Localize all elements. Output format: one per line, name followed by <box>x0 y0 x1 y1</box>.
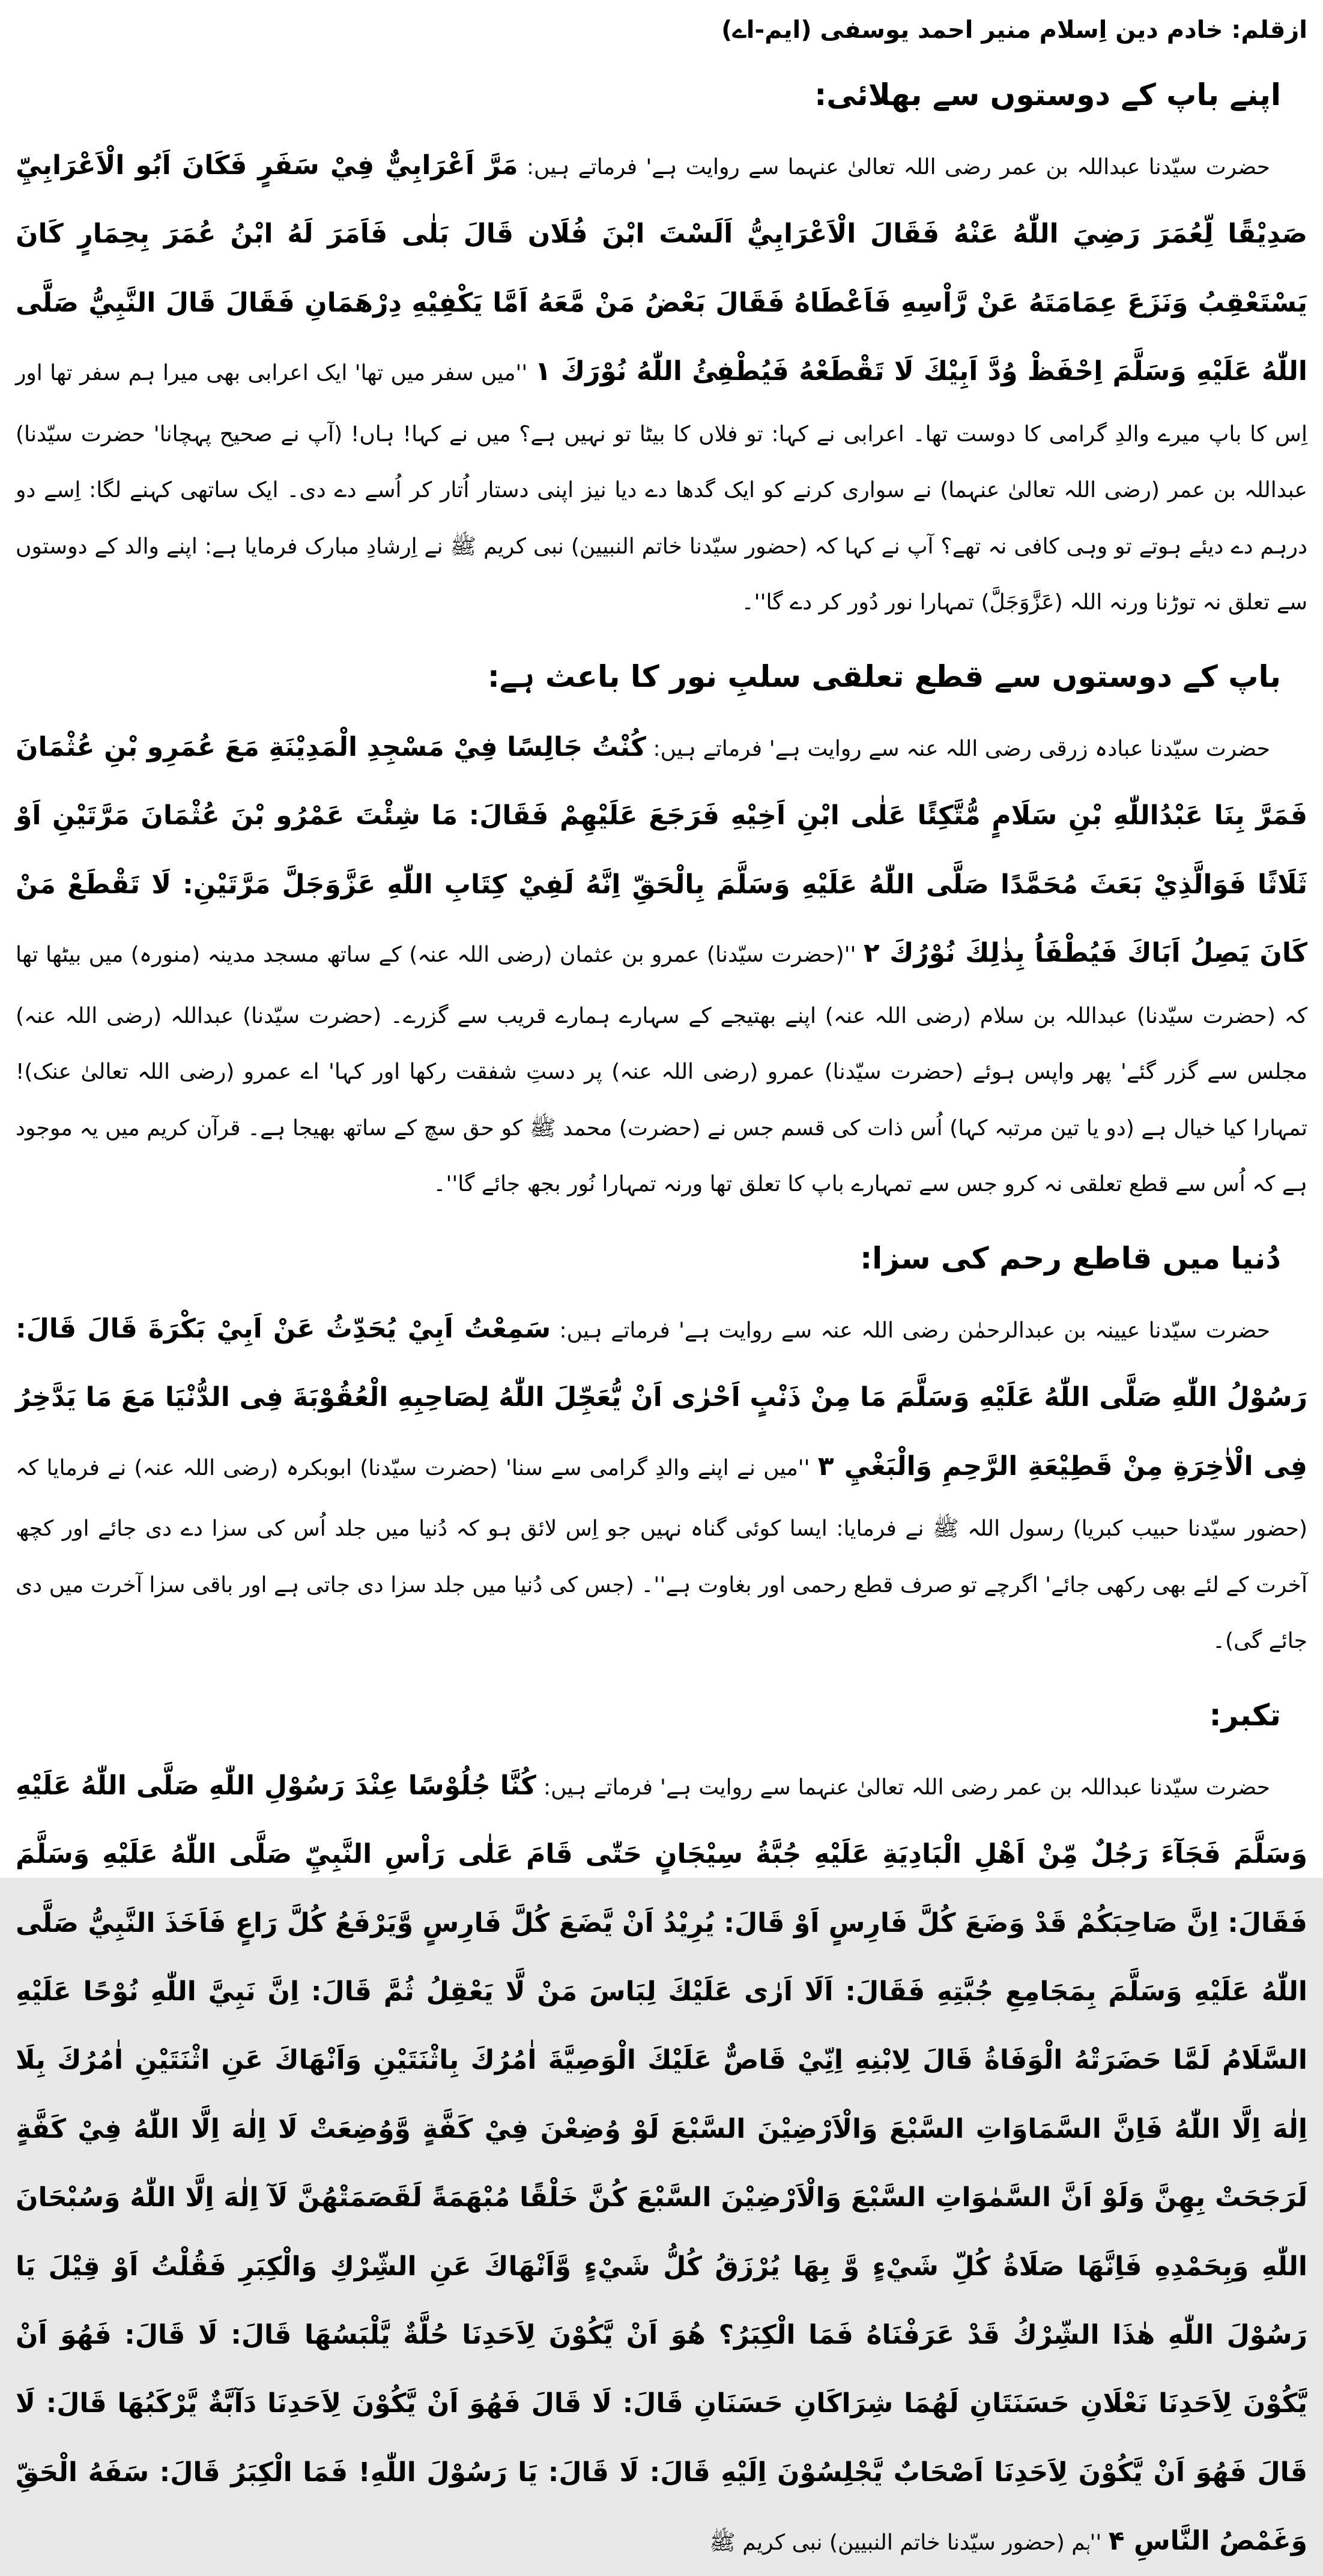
hadith-urdu-translation: ''(حضرت سیّدنا) عمرو بن عثمان (رضی اللہ عنہ) کے ساتھ مسجد مدینہ (منورہ) میں بیٹھا تھا کہ (حضرت سیّدنا) عبداللہ بن سلام (رضی اللہ عنہ) اپنے بھتیجے کے سہارے ہمارے قریب سے گزرے۔ (حضرت سیّدنا) عبداللہ (رضی اللہ عنہ) مجلس سے گزر گئے' پھر واپس ہوئے (حضرت سیّدنا) عمرو (رضی اللہ عنہ) پر دستِ شفقت رکھا اور کہا' اے عمرو (رضی اللہ تعالیٰ عنک)! تمہارا کیا خیال ہے (دو یا تین مرتبہ کہا) اُس ذات کی قسم جس نے (حضرت) محمد ﷺ کو حق سچ کے ساتھ بھیجا ہے۔ قرآن کریم میں یہ موجود ہے کہ اُس سے قطع تعلقی نہ کرو جس سے تمہارے باپ کا تعلق تھا ورنہ تمہارا نُور بجھ جائے گا''۔ <box>16 943 1307 1197</box>
narration-intro: حضرت سیّدنا عبداللہ بن عمر رضی اللہ تعالیٰ عنہما سے روایت ہے' فرماتے ہیں: <box>543 1775 1270 1800</box>
section-heading-kindness-to-fathers-friends: اپنے باپ کے دوستوں سے بھلائی: <box>814 77 1281 112</box>
hadith-urdu-translation-partial: ''ہم (حضور سیّدنا خاتم النبیین) نبی کریم ﷺ <box>709 2530 1102 2556</box>
narration-intro: حضرت سیّدنا عبداللہ بن عمر رضی اللہ تعالیٰ عنہما سے روایت ہے' فرماتے ہیں: <box>526 155 1270 179</box>
section-paragraph <box>16 713 1307 1213</box>
narration-intro: حضرت سیّدنا عیینہ بن عبدالرحمٰن رضی اللہ عنہ سے روایت ہے' فرماتے ہیں: <box>559 1318 1271 1343</box>
section-paragraph <box>16 1752 1307 2576</box>
hadith-arabic-text: كُنَّا جُلُوْسًا عِنْدَ رَسُوْلِ اللّٰهِ صَلَّى اللّٰهُ عَلَيْهِ وَسَلَّمَ فَجَآءَ رَجُلٌ مِّنْ اَهْلِ الْبَادِيَةِ عَلَيْهِ جُبَّةُ سِيْجَانٍ حَتّٰى قَامَ عَلٰى رَاْسِ النَّبِيِّ صَلَّى اللّٰهُ عَلَيْهِ وَسَلَّمَ فَقَالَ: اِنَّ صَاحِبَكُمْ قَدْ وَضَعَ كُلَّ فَارِسٍ اَوْ قَالَ: يُرِيْدُ اَنْ يَّضَعَ كُلَّ فَارِسٍ وَّيَرْفَعُ كُلَّ رَاعٍ فَاَخَذَ النَّبِيُّ صَلَّى اللّٰهُ عَلَيْهِ وَسَلَّمَ بِمَجَامِعِ جُبَّتِهِ فَقَالَ: اَلَا اَرٰى عَلَيْكَ لِبَاسَ مَنْ لَّا يَعْقِلُ ثُمَّ قَالَ: اِنَّ نَبِيَّ اللّٰهِ نُوْحًا عَلَيْهِ السَّلَامُ لَمَّا حَضَرَتْهُ الْوَفَاةُ قَالَ لِابْنِهِ اِنِّيْ قَاصٌّ عَلَيْكَ الْوَصِيَّةَ اٰمُرُكَ بِاثْنَتَيْنِ وَاَنْهَاكَ عَنِ اثْنَتَيْنِ اٰمُرُكَ بِلَا اِلٰهَ اِلَّا اللّٰهُ فَاِنَّ السَّمَاوَاتِ السَّبْعَ وَالْاَرْضِيْنَ السَّبْعَ لَوْ وُضِعْنَ فِيْ كَفَّةٍ وَّوُضِعَتْ لَا اِلٰهَ اِلَّا اللّٰهُ فِيْ كَفَّةٍ لَرَجَحَتْ بِهِنَّ وَلَوْ اَنَّ السَّمٰوَاتِ السَّبْعَ وَالْاَرْضِيْنَ السَّبْعَ كُنَّ خَلْقًا مُبْهَمَةً لَقَصَمَتْهُنَّ لَآ اِلٰهَ اِلَّا اللّٰهُ وَسُبْحَانَ اللّٰهِ وَبِحَمْدِهِ فَاِنَّهَا صَلَاةُ كُلِّ شَيْءٍ وَّ بِهَا يُرْزَقُ كُلُّ شَيْءٍ وَّاَنْهَاكَ عَنِ الشِّرْكِ وَالْكِبَرِ فَقُلْتُ اَوْ قِيْلَ يَا رَسُوْلَ اللّٰهِ هٰذَا الشِّرْكُ قَدْ عَرَفْنَاهُ فَمَا الْكِبَرُ؟ هُوَ اَنْ يَّكُوْنَ لِاَحَدِنَا حُلَّةٌ يَّلْبَسُهَا قَالَ: لَا قَالَ: فَهُوَ اَنْ يَّكُوْنَ لِاَحَدِنَا نَعْلَانِ حَسَنَتَانِ لَهُمَا شِرَاكَانِ حَسَنَانِ قَالَ: لَا قَالَ فَهُوَ اَنْ يَّكُوْنَ لِاَحَدِنَا دَآبَّةٌ يَّرْكَبُهَا قَالَ: لَا قَالَ فَهُوَ اَنْ يَّكُوْنَ لِاَحَدِنَا اَصْحَابٌ يَّجْلِسُوْنَ اِلَيْهِ قَالَ: لَا قَالَ: يَا رَسُوْلَ اللّٰهِ! فَمَا الْكِبَرُ قَالَ: سَفَهُ الْحَقِّ وَغَمْصُ النَّاسِ ۴ <box>16 1770 1307 2557</box>
hadith-urdu-translation: ''میں سفر میں تھا' ایک اعرابی بھی میرا ہم سفر تھا اور اِس کا باپ میرے والدِ گرامی کا دوست تھا۔ اعرابی نے کہا: تو فلاں کا بیٹا تو نہیں ہے؟ میں نے کہا! ہاں! (آپ نے صحیح پہچانا' حضرت سیّدنا) عبداللہ بن عمر (رضی اللہ تعالیٰ عنہما) نے سواری کرنے کو ایک گدھا دے دیا نیز اپنی دستار اُتار کر اُسے دے دی۔ ایک ساتھی کہنے لگا: اِسے دو درہم دے دیئے ہوتے تو وہی کافی نہ تھے؟ آپ نے کہا کہ (حضور سیّدنا خاتم النبیین) نبی کریم ﷺ نے اِرشادِ مبارک فرمایا ہے: اپنے والد کے دوستوں سے تعلق نہ توڑنا ورنہ اللہ (عَزَّوَجَلَّ) تمہارا نور دُور کر دے گا''۔ <box>16 361 1307 615</box>
section-heading-worldly-punishment-for-severing-kinship: دُنیا میں قاطع رحم کی سزا: <box>860 1240 1281 1276</box>
section-paragraph <box>16 1295 1307 1670</box>
hadith-urdu-translation: ''میں نے اپنے والدِ گرامی سے سنا' (حضرت سیّدنا) ابوبکرہ (رضی اللہ عنہ) نے فرمایا کہ (حضور سیّدنا حبیب کبریا) رسول اللہ ﷺ نے فرمایا: ایسا کوئی گناہ نہیں جو اِس لائق ہو کہ دُنیا میں جلد اُس کی سزا دے دی جائے اور کچھ آخرت کے لئے بھی رکھی جائے' اگرچے تو صرف قطع رحمی اور بغاوت ہے''۔ (جس کی دُنیا میں جلد سزا دی جاتی ہے اور باقی سزا آخرت میں دی جائے گی)۔ <box>16 1455 1307 1654</box>
hadith-arabic-text: مَرَّ اَعْرَابِيٌّ فِيْ سَفَرٍ فَكَانَ اَبُو الْاَعْرَابِيِّ صَدِيْقًا لِّعُمَرَ رَضِيَ اللّٰهُ عَنْهُ فَقَالَ الْاَعْرَابِيُّ اَلَسْتَ ابْنَ فُلَان قَالَ بَلٰى فَاَمَرَ لَهُ ابْنُ عُمَرَ بِحِمَارٍ كَانَ يَسْتَعْقِبُ وَنَزَعَ عِمَامَتَهُ عَنْ رَّاْسِهِ فَاَعْطَاهُ فَقَالَ بَعْضُ مَنْ مَّعَهُ اَمَّا يَكْفِيْهِ دِرْهَمَانِ فَقَالَ قَالَ النَّبِيُّ صَلَّى اللّٰهُ عَلَيْهِ وَسَلَّمَ اِحْفَظْ وُدَّ اَبِيْكَ لَا تَقْطَعْهُ فَيُطْفِئُ اللّٰهُ نُوْرَكَ ۱ <box>16 150 1307 387</box>
hadith-arabic-text: كُنْتُ جَالِسًا فِيْ مَسْجِدِ الْمَدِيْنَةِ مَعَ عُمَرِو بْنِ عُثْمَانَ فَمَرَّ بِنَا عَبْدُاللّٰهِ بْنِ سَلَامٍ مُّتَّكِئًا عَلٰى ابْنِ اَخِيْهِ فَرَجَعَ عَلَيْهِمْ فَقَالَ: مَا شِئْتَ عَمْرُو بْنَ عُثْمَانَ مَرَّتَيْنِ اَوْ ثَلَاثًا فَوَالَّذِيْ بَعَثَ مُحَمَّدًا صَلَّى اللّٰهُ عَلَيْهِ وَسَلَّمَ بِالْحَقِّ اِنَّهُ لَفِيْ كِتَابِ اللّٰهِ عَزَّوَجَلَّ مَرَّتَيْنِ: لَا تَقْطَعْ مَنْ كَانَ يَصِلُ اَبَاكَ فَيُطْفَاُ بِذٰلِكَ نُوْرُكَ ۲ <box>16 731 1307 969</box>
section-paragraph <box>16 131 1307 631</box>
author-byline: ازقلم: خادم دین اِسلام منیر احمد یوسفی (ایم-اے) <box>721 16 1307 44</box>
section-heading-arrogance: تکبر: <box>1209 1697 1281 1733</box>
hadith-arabic-text: سَمِعْتُ اَبِيْ يُحَدِّثُ عَنْ اَبِيْ بَكْرَةَ قَالَ قَالَ: رَسُوْلُ اللّٰهِ صَلَّى اللّٰهُ عَلَيْهِ وَسَلَّمَ مَا مِنْ ذَنْبٍ اَحْرٰى اَنْ يُّعَجِّلَ اللّٰهُ لِصَاحِبِهِ الْعُقُوْبَةَ فِى الدُّنْيَا مَعَ مَا يَدَّخِرُ فِى الْاٰخِرَةِ مِنْ قَطِيْعَةِ الرَّحِمِ وَالْبَغْيِ ۳ <box>16 1313 1307 1482</box>
section-heading-cutting-ties-removes-light: باپ کے دوستوں سے قطع تعلقی سلبِ نور کا باعث ہے: <box>487 659 1281 694</box>
narration-intro: حضرت سیّدنا عبادہ زرقی رضی اللہ عنہ سے روایت ہے' فرماتے ہیں: <box>653 736 1270 761</box>
